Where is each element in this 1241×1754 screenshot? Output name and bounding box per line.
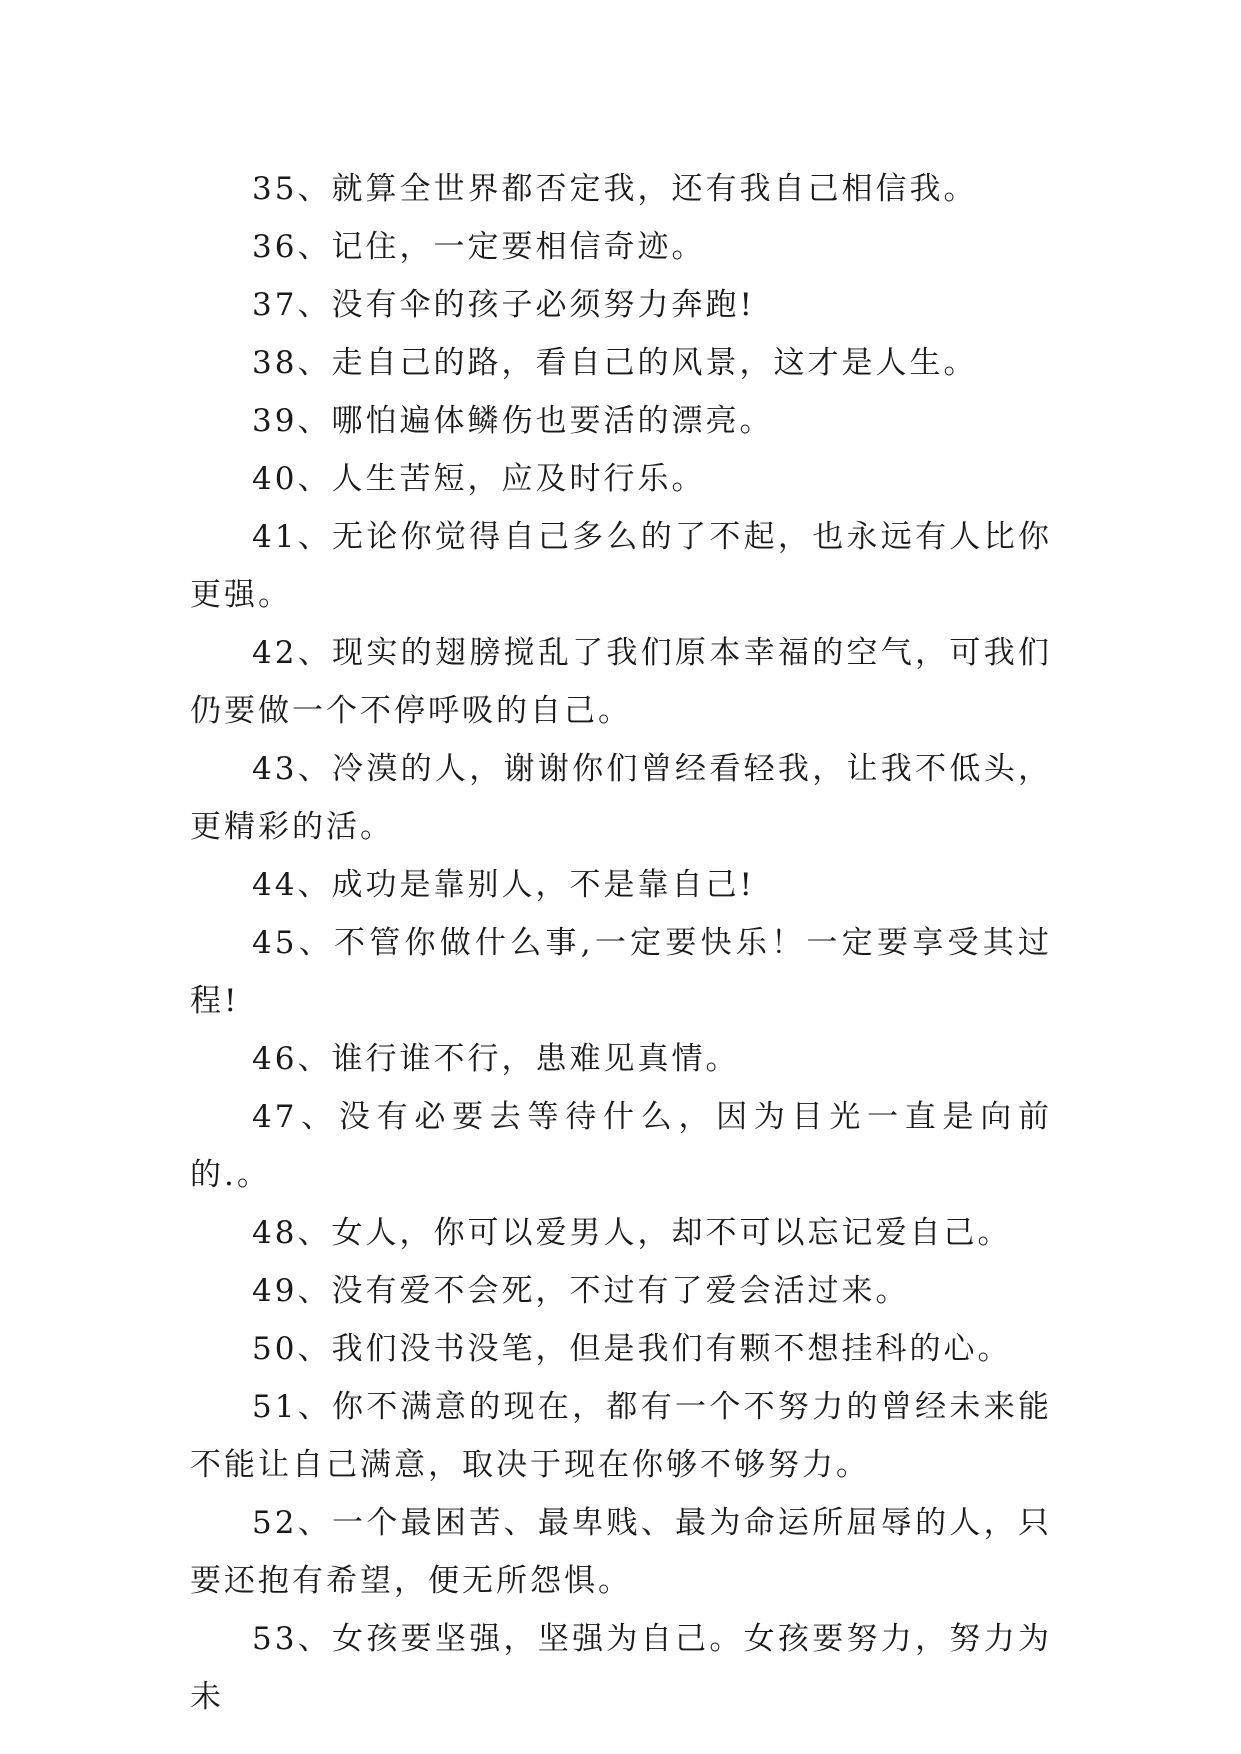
paragraph-41: 41、无论你觉得自己多么的了不起，也永远有人比你更强。 [190, 519, 1052, 613]
document-body [190, 160, 1052, 1726]
paragraph-51: 51、你不满意的现在，都有一个不努力的曾经未来能不能让自己满意，取决于现在你够不够努力。 [190, 1389, 1052, 1483]
paragraph-36: 36、记住，一定要相信奇迹。 [252, 229, 706, 265]
paragraph-47: 47、没有必要去等待什么，因为目光一直是向前的.。 [190, 1099, 1052, 1193]
paragraph-46: 46、谁行谁不行，患难见真情。 [252, 1041, 740, 1077]
paragraph-53: 53、女孩要坚强，坚强为自己。女孩要努力，努力为未 [190, 1621, 1052, 1715]
paragraph-40: 40、人生苦短，应及时行乐。 [252, 461, 706, 497]
paragraph-44: 44、成功是靠别人，不是靠自己! [252, 867, 755, 903]
paragraph-45: 45、不管你做什么事,一定要快乐！一定要享受其过程! [190, 925, 1052, 1019]
paragraph-49: 49、没有爱不会死，不过有了爱会活过来。 [252, 1273, 910, 1309]
paragraph-37: 37、没有伞的孩子必须努力奔跑! [252, 287, 755, 323]
paragraph-43: 43、冷漠的人，谢谢你们曾经看轻我，让我不低头，更精彩的活。 [190, 751, 1052, 845]
paragraph-42: 42、现实的翅膀搅乱了我们原本幸福的空气，可我们仍要做一个不停呼吸的自己。 [190, 635, 1052, 729]
paragraph-38: 38、走自己的路，看自己的风景，这才是人生。 [252, 345, 978, 381]
paragraph-52: 52、一个最困苦、最卑贱、最为命运所屈辱的人，只要还抱有希望，便无所怨惧。 [190, 1505, 1052, 1599]
paragraph-50: 50、我们没书没笔，但是我们有颗不想挂科的心。 [252, 1331, 1012, 1367]
paragraph-35: 35、就算全世界都否定我，还有我自己相信我。 [252, 171, 978, 207]
paragraph-39: 39、哪怕遍体鳞伤也要活的漂亮。 [252, 403, 774, 439]
paragraph-48: 48、女人，你可以爱男人，却不可以忘记爱自己。 [252, 1215, 1012, 1251]
